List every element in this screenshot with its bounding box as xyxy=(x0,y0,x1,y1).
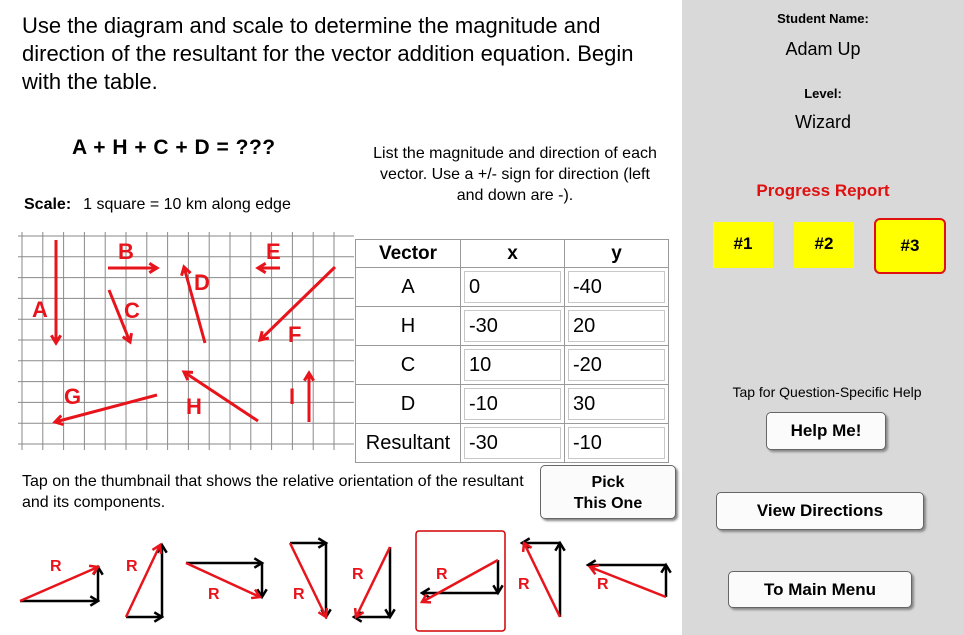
black-arrow xyxy=(20,596,98,605)
report-1-button[interactable]: #1 xyxy=(713,222,773,268)
r-label: R xyxy=(518,576,530,593)
resultant-arrow xyxy=(422,560,498,602)
student-name-label: Student Name: xyxy=(777,11,869,26)
resultant-x-input[interactable]: -30 xyxy=(464,427,561,459)
table-row xyxy=(356,385,669,424)
vector-e-arrow xyxy=(258,263,280,272)
resultant-arrow xyxy=(290,543,327,617)
black-arrow xyxy=(290,538,326,547)
black-arrow xyxy=(555,543,564,617)
question-prompt: Use the diagram and scale to determine the magnitude and direction of the resultant for the vector addition equation. Begin with the table. xyxy=(22,13,634,94)
level-label: Level: xyxy=(804,86,842,101)
help-me-button[interactable]: Help Me! xyxy=(766,412,886,450)
scale-note xyxy=(24,196,291,214)
x-input[interactable]: -10 xyxy=(464,388,561,420)
x-cell xyxy=(461,307,565,346)
report-3-button[interactable]: #3 xyxy=(874,218,946,274)
vector-f-label: F xyxy=(288,322,302,347)
view-directions-button[interactable]: View Directions xyxy=(716,492,924,530)
y-cell xyxy=(565,268,669,307)
thumbnail-option-2[interactable] xyxy=(126,545,167,622)
vector-name: C xyxy=(356,346,461,385)
x-cell xyxy=(461,268,565,307)
y-input[interactable]: -40 xyxy=(568,271,665,303)
x-cell xyxy=(461,385,565,424)
report-2-button[interactable]: #2 xyxy=(794,222,854,268)
r-label: R xyxy=(208,586,220,603)
help-hint: Tap for Question-Specific Help xyxy=(732,384,922,400)
r-label: R xyxy=(293,586,305,603)
vector-i-arrow xyxy=(304,373,313,422)
vector-e-label: E xyxy=(266,239,281,264)
student-name: Adam Up xyxy=(785,39,861,59)
y-cell xyxy=(565,385,669,424)
x-cell xyxy=(461,424,565,463)
y-input[interactable]: 30 xyxy=(568,388,665,420)
thumbnail-option-3[interactable] xyxy=(186,558,267,603)
resultant-arrow-shaft xyxy=(186,563,260,597)
scale-label: Scale: xyxy=(24,196,72,213)
thumbnail-instructions: Tap on the thumbnail that shows the relative orientation of the resultant and its components. xyxy=(22,473,524,511)
r-label: R xyxy=(597,576,609,593)
vector-g-label: G xyxy=(64,384,82,409)
resultant-arrow-shaft xyxy=(290,543,326,617)
black-arrow xyxy=(257,563,266,597)
r-label: R xyxy=(352,566,364,583)
resultant-y-input[interactable]: -10 xyxy=(568,427,665,459)
resultant-arrow-shaft xyxy=(126,545,160,617)
vector-name: D xyxy=(356,385,461,424)
black-arrow xyxy=(588,560,666,569)
resultant-arrow xyxy=(126,545,161,617)
vector-table xyxy=(355,239,669,463)
table-instructions: List the magnitude and direction of each vector. Use a +/- sign for direction (left and down are -). xyxy=(373,145,657,204)
header-y: y xyxy=(565,240,669,268)
table-row xyxy=(356,346,669,385)
x-cell xyxy=(461,346,565,385)
thumbnail-option-7[interactable] xyxy=(518,538,565,617)
resultant-arrow xyxy=(186,563,260,598)
table-row xyxy=(356,268,669,307)
y-input[interactable]: -20 xyxy=(568,349,665,381)
vector-name: A xyxy=(356,268,461,307)
black-arrow xyxy=(493,560,502,593)
vector-name: H xyxy=(356,307,461,346)
vector-h-label: H xyxy=(186,394,202,419)
vector-d-label: D xyxy=(194,270,210,295)
x-input[interactable]: 10 xyxy=(464,349,561,381)
thumbnail-option-8[interactable] xyxy=(588,560,671,597)
vector-equation: A + H + C + D = ??? xyxy=(72,136,276,159)
r-label: R xyxy=(436,566,448,583)
y-cell xyxy=(565,307,669,346)
resultant-arrow-shaft xyxy=(422,560,498,602)
header-x: x xyxy=(461,240,565,268)
black-arrow xyxy=(157,545,166,617)
black-arrow xyxy=(126,612,162,621)
thumbnail-option-1[interactable] xyxy=(20,558,103,606)
sidebar xyxy=(682,0,964,635)
black-arrow xyxy=(321,543,330,617)
progress-report-title: Progress Report xyxy=(756,181,890,200)
thumbnail-option-4[interactable] xyxy=(290,538,331,617)
thumbnail-option-5[interactable] xyxy=(352,547,395,622)
header-vector: Vector xyxy=(356,240,461,268)
table-header-row xyxy=(356,240,669,268)
vector-i-label: I xyxy=(289,384,296,409)
resultant-name: Resultant xyxy=(356,424,461,463)
vector-diagram xyxy=(18,232,354,452)
vector-a-arrow xyxy=(51,240,60,343)
black-arrow xyxy=(186,558,262,567)
y-input[interactable]: 20 xyxy=(568,310,665,342)
x-input[interactable]: 0 xyxy=(464,271,561,303)
y-cell xyxy=(565,346,669,385)
vector-c-label: C xyxy=(124,298,140,323)
vector-b-arrow xyxy=(108,263,157,272)
level-value: Wizard xyxy=(794,112,851,132)
vector-b-label: B xyxy=(118,239,134,264)
thumbnail-option-6[interactable] xyxy=(416,531,505,631)
thumbnail-strip xyxy=(0,525,682,635)
table-row xyxy=(356,307,669,346)
black-arrow xyxy=(385,547,394,617)
scale-value: 1 square = 10 km along edge xyxy=(83,196,291,213)
r-label: R xyxy=(50,558,62,575)
vector-a-label: A xyxy=(32,297,48,322)
pick-this-one-button[interactable]: Pick This One xyxy=(540,465,676,519)
black-arrow xyxy=(661,565,670,597)
table-row xyxy=(356,424,669,463)
x-input[interactable]: -30 xyxy=(464,310,561,342)
main-menu-button[interactable]: To Main Menu xyxy=(728,571,912,608)
y-cell xyxy=(565,424,669,463)
r-label: R xyxy=(126,558,138,575)
